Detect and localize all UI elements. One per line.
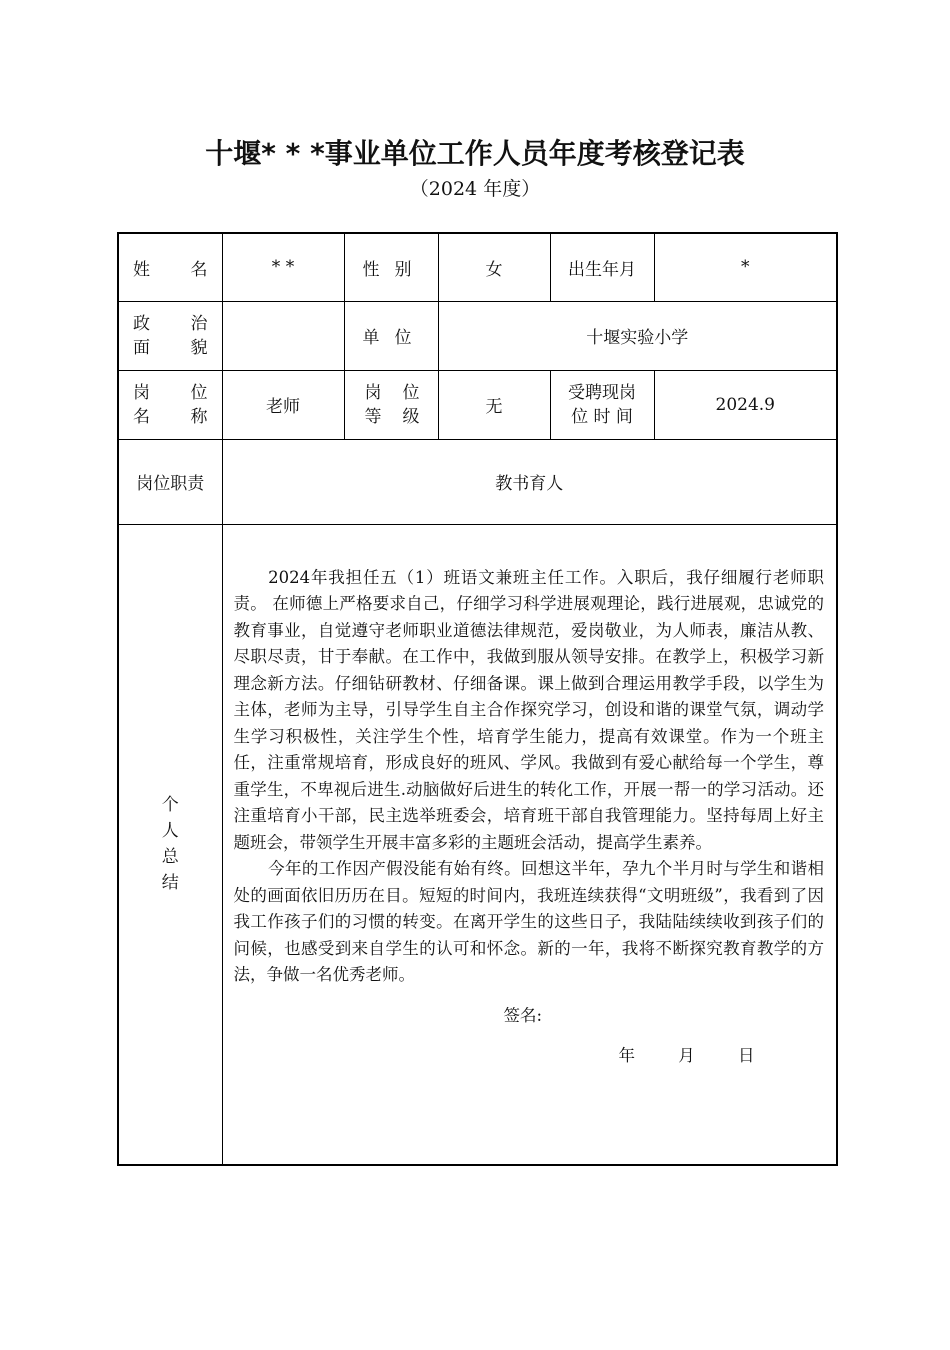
summary-paragraph-2: 今年的工作因产假没能有始有终。回想这半年，孕九个半月时与学生和谐相处的画面依旧历历在目。短短的时间内，我班连续获得“文明班级”，我看到了因我工作孩子们的习惯的转变。在离开学生的这些日子，我陆陆续续收到孩子们的问候，也感受到来自学生的认可和怀念。新的一年，我将不断探究教育教学的方法，争做一名优秀老师。 (233, 859, 824, 984)
form-title: 十堰* * *事业单位工作人员年度考核登记表 (205, 137, 745, 170)
politics-label-char-3: 面 (133, 337, 150, 358)
assessment-form-table (117, 232, 838, 1166)
row-summary (118, 524, 837, 1165)
summary-label-char-3: 总 (161, 847, 179, 868)
gender-value[interactable]: 女 (438, 233, 550, 301)
unit-label-char-2: 位 (394, 328, 412, 348)
politics-label-cell (118, 301, 222, 370)
hired-label-cell (550, 370, 654, 439)
signature-date (234, 1043, 825, 1069)
post-label-char-4: 称 (190, 406, 208, 427)
row-basic-info (118, 233, 837, 301)
row-politics-unit (118, 301, 837, 370)
duty-label: 岗位职责 (118, 439, 222, 524)
date-month-label: 月 (678, 1045, 695, 1065)
summary-label-char-1: 个 (161, 795, 179, 816)
post-label-char-3: 名 (133, 406, 150, 427)
date-day-label: 日 (738, 1045, 755, 1065)
politics-label-char-2: 治 (190, 313, 208, 334)
date-year-label: 年 (618, 1045, 635, 1065)
birth-label: 出生年月 (550, 233, 654, 301)
hired-label-line-1: 受聘现岗 (568, 382, 636, 403)
unit-label-cell (344, 301, 438, 370)
post-label-char-1: 岗 (133, 382, 150, 403)
summary-paragraph-1: 2024年我担任五（1）班语文兼班主任工作。入职后，我仔细履行老师职责。 在师德上严格要求自己，仔细学习科学进展观理论，践行进展观，忠诚党的教育事业，自觉遵守老师职业道德法律规范，爱岗敬业，为人师表，廉洁从教、尽职尽责，甘于奉献。在工作中，我做到服从领导安排。在教学上，积极学习新理念新方法。仔细钻研教材、仔细备课。课上做到合理运用教学手段，以学生为主体，老师为主导，引导学生自主合作探究学习，创设和谐的课堂气氛，调动学生学习积极性，关注学生个性，培育学生能力，提高有效课堂。作为一个班主任，注重常规培育，形成良好的班风、学风。我做到有爱心献给每一个学生，尊重学生，不卑视后进生.动脑做好后进生的转化工作，开展一帮一的学习活动。还注重培育小干部，民主选举班委会，培育班干部自我管理能力。坚持每周上好主题班会，带领学生开展丰富多彩的主题班会活动，提高学生素养。 (233, 567, 824, 852)
form-subtitle: （2024 年度） (409, 178, 541, 200)
summary-label-cell (118, 524, 222, 1165)
gender-label-char-2: 别 (394, 259, 412, 280)
name-label-char-1: 姓 (133, 259, 150, 280)
row-post-info (118, 370, 837, 439)
hired-value[interactable]: 2024.9 (654, 370, 837, 439)
unit-label-char-1: 单 (362, 328, 380, 348)
summary-label-char-4: 结 (161, 873, 179, 894)
duty-value[interactable]: 教书育人 (222, 439, 837, 524)
post-value[interactable]: 老师 (222, 370, 344, 439)
level-label-char-2: 位 (402, 382, 420, 403)
name-value[interactable]: * * (222, 233, 344, 301)
hired-label-line-2: 位 时 间 (571, 406, 633, 427)
gender-label-cell (344, 233, 438, 301)
signature-label: 签名: (503, 1005, 543, 1025)
post-label-cell (118, 370, 222, 439)
gender-label-char-1: 性 (362, 259, 380, 280)
politics-label-char-4: 貌 (190, 337, 208, 358)
name-label-cell (118, 233, 222, 301)
level-value[interactable]: 无 (438, 370, 550, 439)
level-label-char-4: 级 (402, 406, 420, 427)
level-label-cell (344, 370, 438, 439)
name-label-char-2: 名 (190, 259, 208, 280)
post-label-char-2: 位 (190, 382, 208, 403)
unit-value[interactable]: 十堰实验小学 (438, 301, 837, 370)
politics-label-char-1: 政 (133, 313, 150, 334)
level-label-char-1: 岗 (364, 382, 382, 403)
summary-content[interactable] (222, 524, 837, 1165)
summary-label-char-2: 人 (161, 821, 179, 842)
level-label-char-3: 等 (364, 406, 382, 427)
birth-value[interactable]: * (654, 233, 837, 301)
politics-value[interactable] (222, 301, 344, 370)
row-duty (118, 439, 837, 524)
